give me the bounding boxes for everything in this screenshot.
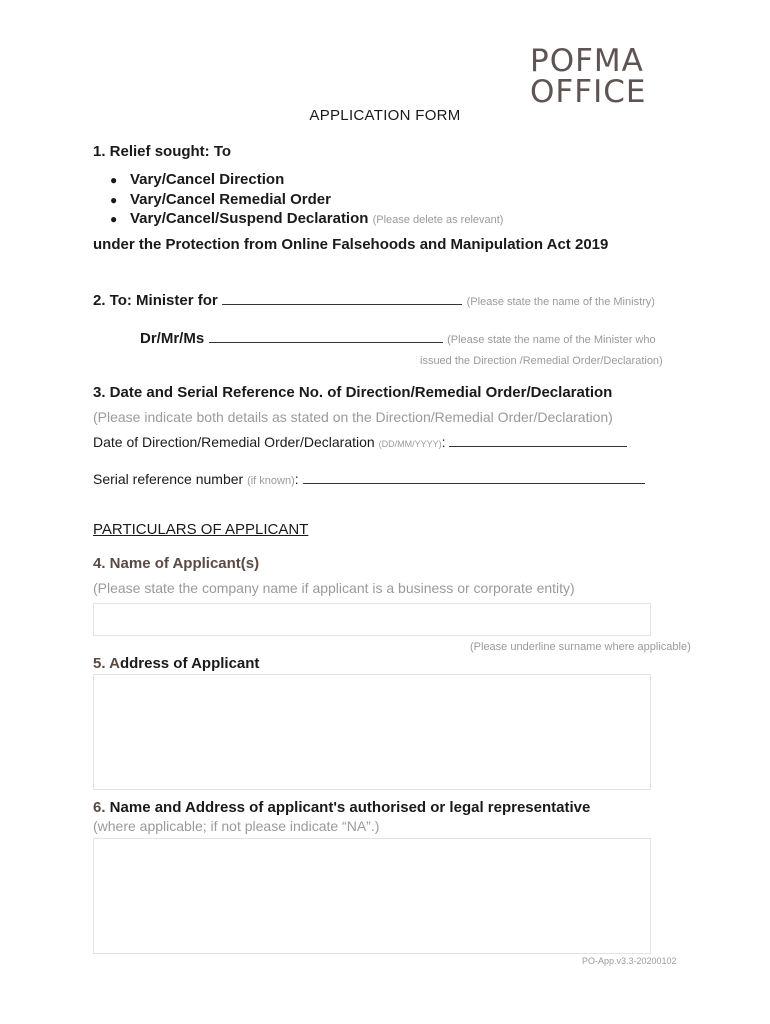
bullet-icon: ● xyxy=(110,212,118,226)
date-colon: : xyxy=(441,434,446,450)
section-6-hint: (where applicable; if not please indicate “NA”.) xyxy=(93,818,380,834)
serial-field[interactable] xyxy=(303,482,645,484)
serial-hint: (if known) xyxy=(247,475,295,487)
logo-line-2: OFFICE xyxy=(530,74,647,110)
section-6-heading xyxy=(93,799,590,816)
form-title: APPLICATION FORM xyxy=(309,107,461,124)
representative-field[interactable] xyxy=(93,838,651,954)
section-4-heading: 4. Name of Applicant(s) xyxy=(93,555,260,572)
minister-hint-1: (Please state the name of the Minister who xyxy=(447,334,656,346)
particulars-heading: PARTICULARS OF APPLICANT xyxy=(93,521,309,538)
section-5-label: ddress of Applicant xyxy=(119,655,260,672)
bullet-icon: ● xyxy=(110,192,118,207)
serial-colon: : xyxy=(294,471,299,487)
logo-line-1: POFMA xyxy=(530,43,644,79)
relief-option-remedial-order[interactable] xyxy=(110,190,503,210)
section-5-heading xyxy=(93,655,259,672)
minister-for-label: 2. To: Minister for xyxy=(93,292,218,309)
applicant-address-field[interactable] xyxy=(93,674,651,790)
section-6-label: Name and Address of applicant's authorised or legal representative xyxy=(105,799,591,816)
date-field[interactable] xyxy=(449,445,627,447)
section-5-number: 5. A xyxy=(93,655,120,672)
salutation-label: Dr/Mr/Ms xyxy=(140,330,205,347)
date-format-hint: (DD/MM/YYYY) xyxy=(378,439,442,449)
relief-option-label: Vary/Cancel/Suspend Declaration xyxy=(130,210,369,227)
act-statement: under the Protection from Online Falsehoods and Manipulation Act 2019 xyxy=(93,236,609,253)
section-1-heading: 1. Relief sought: To xyxy=(93,143,232,160)
serial-row xyxy=(93,471,645,487)
relief-option-label: Vary/Cancel Direction xyxy=(130,171,285,188)
form-version: PO-App.v3.3-20200102 xyxy=(582,956,677,966)
minister-hint-2: issued the Direction /Remedial Order/Declaration) xyxy=(420,355,663,367)
serial-label: Serial reference number xyxy=(93,471,244,487)
section-3-heading: 3. Date and Serial Reference No. of Direction/Remedial Order/Declaration xyxy=(93,384,613,401)
date-row xyxy=(93,434,627,450)
minister-name-field[interactable] xyxy=(209,341,443,343)
relief-option-declaration[interactable] xyxy=(110,209,503,229)
section-3-hint: (Please indicate both details as stated on the Direction/Remedial Order/Declaration) xyxy=(93,409,613,425)
surname-note: (Please underline surname where applicable) xyxy=(470,641,691,653)
section-4-hint: (Please state the company name if applicant is a business or corporate entity) xyxy=(93,580,575,596)
minister-for-row xyxy=(93,292,655,310)
relief-option-label: Vary/Cancel Remedial Order xyxy=(130,190,331,208)
ministry-field[interactable] xyxy=(222,303,462,305)
applicant-name-field[interactable] xyxy=(93,603,651,636)
relief-options-list xyxy=(110,170,503,229)
section-6-number: 6. xyxy=(93,799,106,816)
minister-name-row xyxy=(140,330,656,348)
ministry-hint: (Please state the name of the Ministry) xyxy=(466,296,655,308)
relief-note: (Please delete as relevant) xyxy=(372,214,504,226)
pofma-office-logo xyxy=(530,43,672,110)
date-label: Date of Direction/Remedial Order/Declaration xyxy=(93,434,375,450)
relief-option-direction[interactable] xyxy=(110,170,503,190)
bullet-icon: ● xyxy=(110,173,118,187)
